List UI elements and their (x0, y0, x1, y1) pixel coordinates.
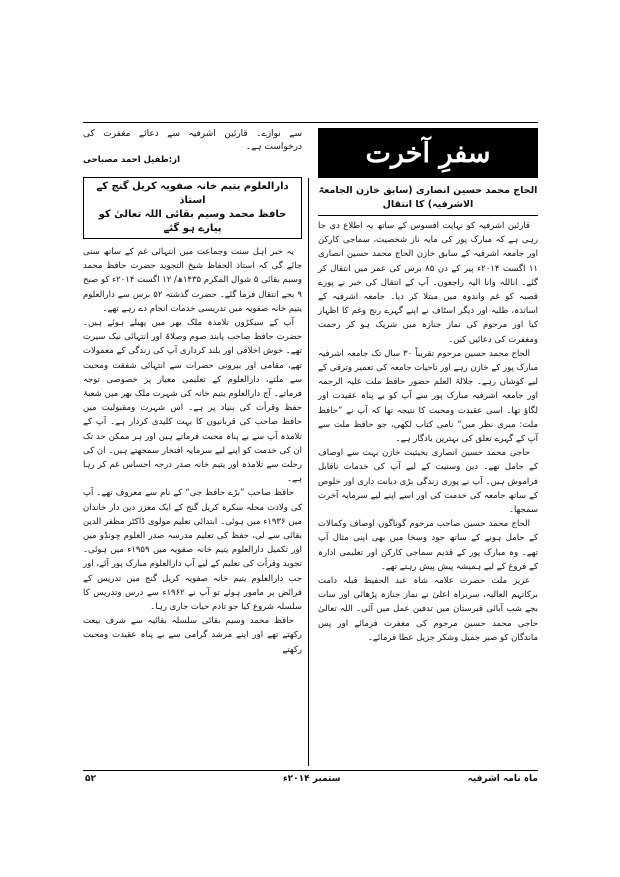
obituary-headline-box (83, 177, 302, 239)
left-paragraph: حافظ محمد وسیم بقائی سلسلہ بقائیہ سے شرف بیعت رکھتے تھے اور اپنے مرشد گرامی سے بے پناہ عقیدت ومحبت رکھتے (83, 616, 302, 655)
right-paragraph: الحاج محمد حسین مرحوم تقریباً ۳۰ سال تک جامعہ اشرفیہ مبارک پور کے خازن رہے اور تاحیات جامعہ کی تعمیر وترقی کے لیے کوشاں رہے۔ جلالۃ العلم حضور حافظ ملت علیہ الرحمہ اور جامعہ اشرفیہ مبارک پور سے آپ کو بے پناہ عقیدت اور لگاؤ تھا۔ اسی عقیدت ومحبت کا نتیجہ تھا کہ آپ نے ”حافظ ملت: میری نظر میں“ نامی کتاب لکھی، جو حافظ ملت سے آپ کے گہرے تعلق کی بہترین یادگار ہے۔ (318, 348, 538, 445)
headline-line-2: حافظ محمد وسیم بقائی اللہ تعالیٰ کو پیارے ہو گئے (98, 209, 287, 234)
left-paragraph: یہ خبر اہل سنت وجماعت میں انتہائی غم کے ساتھ سنی جائے گی کہ استاذ الحفاظ شیخ التجوید حضرت حافظ محمد وسیم بقائی ۵ شوال المکرم ۱۴۳۵ھ/ ۱۲ اگست ۲۰۱۴ء کو صبح ۹ بجے انتقال فرما گئے۔ حضرت گذشتہ ۵۲ برس سے دارالعلوم یتیم خانہ صفویہ میں تدریسی خدمات انجام دے رہے تھے۔ (83, 247, 302, 314)
footer-date: ستمبر ۲۰۱۴ء (283, 774, 341, 784)
headline-line-1: دارالعلوم یتیم خانہ صفویہ کریل گنج کے استاذ (96, 181, 289, 206)
page-number: ۵۲ (85, 774, 96, 784)
right-paragraph: عزیز ملت حضرت علامہ شاہ عبد الحفیظ قبلہ دامت برکاتہم العالیہ، سربراہ اعلیٰ نے نماز جنازہ پڑھائی اور سات بجے شب آبائی قبرستان میں تدفین عمل میں آئی۔ اللہ تعالیٰ حاجی محمد حسین مرحوم کی مغفرت فرمائے اور پس ماندگان کو صبر جمیل وشکر جزیل عطا فرمائے۔ (318, 576, 538, 643)
footer-magazine-name: ماہ نامہ اشرفیہ (467, 774, 538, 784)
author-signature: از:طفیل احمد مصباحی (83, 155, 180, 165)
column-divider (308, 178, 309, 766)
left-intro-text: سے نوازے۔ قارئین اشرفیہ سے دعائے مغفرت کی درخواست ہے۔ (83, 129, 302, 152)
left-paragraph: حافظ صاحب ”بڑے حافظ جی“ کے نام سے معروف تھے۔ آپ کی ولادت محلہ سکرہ کریل گنج کے ایک معزز دین دار خاندان میں ۱۹۳۶ء میں ہوئی۔ ابتدائی تعلیم مولوی ڈاکٹر مظفر الدین بقائی سے لی، حفظ کی تعلیم مدرسہ صدر العلوم چونڈو میں اور تکمیل دارالعلوم یتیم خانہ صفویہ میں ۱۹۵۹ء میں ہوئی۔ تجوید وقرأت کی تعلیم کے لیے آپ دارالعلوم مبارک پور آئے، اور جب دارالعلوم یتیم خانہ صفویہ کریل گنج میں تدریس کے فرائض پر مامور ہوئے تو آپ نے ۱۹۶۲ء سے درس وتدریس کا سلسلہ شروع کیا جو تادم حیات جاری رہا۔ (83, 488, 303, 613)
banner-title: سفرِ آخرت (365, 137, 491, 169)
right-paragraph: حاجی محمد حسین انصاری بحیثیت خازن بہت سے اوصاف کے حامل تھے۔ دین وسنیت کے لیے آپ کی خدمات ناقابل فراموش ہیں۔ آپ نے پوری زندگی بڑی دیانت داری اور خلوص کے ساتھ جامعہ کی خدمت کی اور اسے اپنے لیے سرمایہ آخرت سمجھا۔ (318, 448, 538, 516)
right-paragraph: قارئین اشرفیہ کو نہایت افسوس کے ساتھ یہ اطلاع دی جا رہی ہے کہ مبارک پور کی مایہ ناز شخصیت، سماجی کارکن اور جامعہ اشرفیہ کے سابق خازن الحاج محمد حسین انصاری ۱۱ اگست ۲۰۱۴ء پیر کے دن ۸۵ برس کی عمر میں انتقال کر گئے۔ اناللہ وانا الیہ راجعون۔ آپ کے انتقال کی خبر نے پورے قصبہ کو غم واندوہ میں مبتلا کر دیا۔ جامعہ اشرفیہ کے اساتذہ، طلبہ اور دیگر اسٹاف نے اپنے گہرے رنج وغم کا اظہار کیا اور مرحوم کی نماز جنازہ میں شریک ہو کر رحمت ومغفرت کی دعائیں کیں۔ (318, 221, 538, 345)
right-paragraph: الحاج محمد حسین صاحب مرحوم گوناگوں اوصاف وکمالات کے حامل ہونے کے ساتھ جود وسخا میں بھی اپنی مثال آپ تھے۔ وہ مبارک پور کے قدیم سماجی کارکن اور تعلیمی ادارہ کے فروغ کے لیے ہمیشہ پیش پیش رہتے تھے۔ (318, 519, 538, 572)
left-column (83, 128, 302, 657)
section-banner (318, 128, 538, 178)
article-subheadline: الحاج محمد حسین انصاری (سابق خازن الجامعۃ الاشرفیہ) کا انتقال (318, 184, 538, 216)
top-rule (83, 122, 538, 123)
right-column (318, 128, 538, 645)
left-paragraph: آپ کے سیکڑوں تلامذہ ملک بھر میں پھیلے ہوئے ہیں۔ حضرت حافظ صاحب پابند صوم وصلاۃ اور انتہائی نیک سیرت تھے۔ خوش اخلاقی اور بلند کرداری آپ کی زندگی کے معمولات تھے، مقامی اور بیرونی حضرات سے انتہائی شفقت ومحبت سے ملتے، دارالعلوم کے تعلیمی معیار پر خصوصی توجہ فرماتے۔ آج دارالعلوم یتیم خانہ کی شہرت ملک بھر میں شعبۂ حفظ وقرأت کی بنیاد پر ہے۔ اس شہرت ومقبولیت میں حافظ صاحب کی قربانیوں کا بہت کلیدی کردار ہے۔ آپ کے تلامذہ آپ سے بے پناہ محبت فرماتے ہیں اور ہر ممکن حد تک ان کی خدمت کو اپنے لیے سرمایہ افتخار سمجھتے ہیں۔ ان کی رحلت سے تلامذہ اور یتیم خانہ صدر درجہ احساس غم کر رہا ہے۔ (83, 318, 302, 485)
footer-rule (83, 770, 538, 771)
